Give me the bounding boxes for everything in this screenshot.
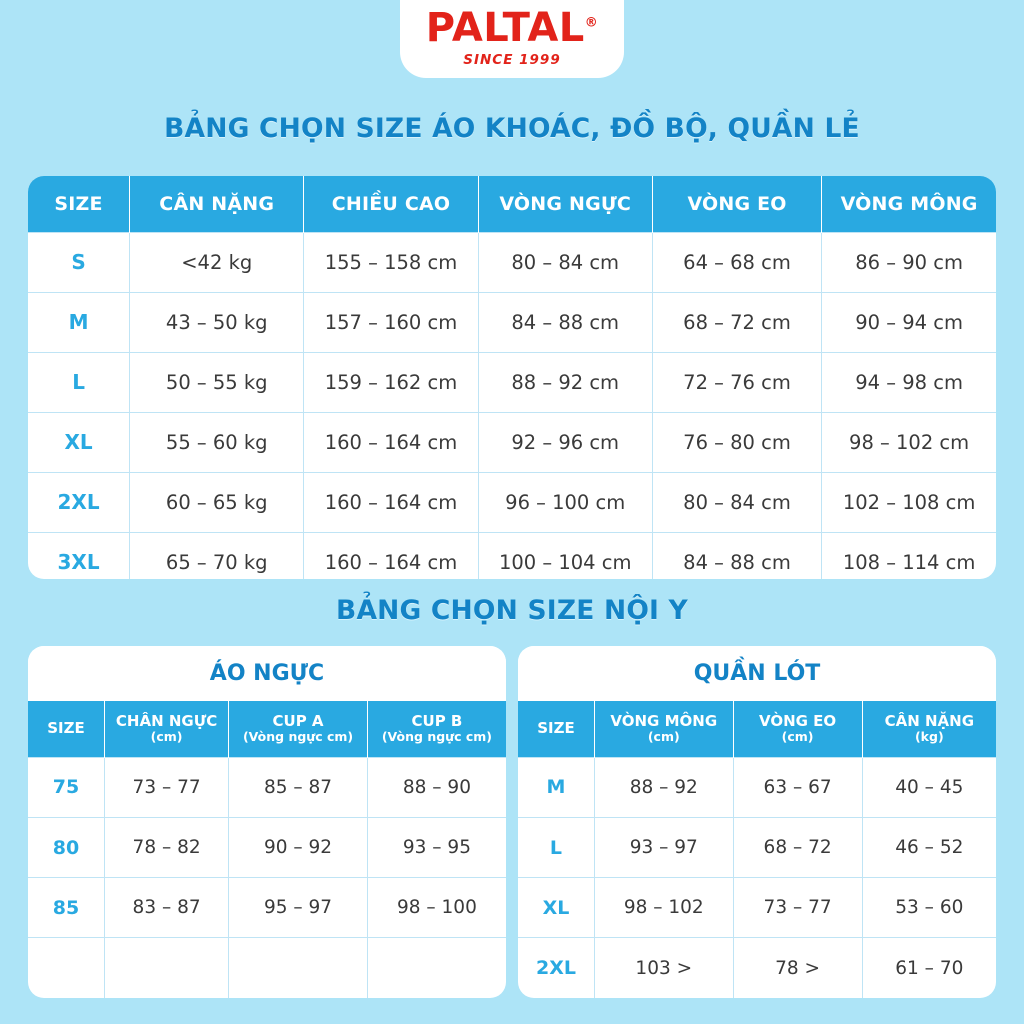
table-row — [28, 817, 506, 877]
panty-col-size — [518, 701, 594, 757]
cell-bust: 80 – 84 cm — [478, 232, 652, 292]
cell-cup-a: 95 – 97 — [229, 878, 368, 938]
cell-underbust — [104, 938, 228, 998]
cell-cup-b — [367, 938, 506, 998]
cell-weight: 46 – 52 — [862, 817, 996, 877]
cell-height: 160 – 164 cm — [304, 532, 478, 579]
cell-bust: 88 – 92 cm — [478, 352, 652, 412]
main-col-waist: VÒNG EO — [652, 176, 821, 232]
table-row — [518, 817, 996, 877]
panty-col-waist — [733, 701, 862, 757]
underwear-section-title: BẢNG CHỌN SIZE NỘI Y — [336, 595, 688, 626]
cell-bust: 92 – 96 cm — [478, 412, 652, 472]
cell-waist: 80 – 84 cm — [652, 472, 821, 532]
panty-col-weight-label: CÂN NẶNG — [884, 712, 975, 731]
cell-size — [28, 938, 104, 998]
panty-col-hip-unit: (cm) — [647, 729, 680, 745]
cell-weight: 50 – 55 kg — [130, 352, 304, 412]
cell-size: M — [518, 757, 594, 817]
cell-height: 159 – 162 cm — [304, 352, 478, 412]
table-row — [28, 757, 506, 817]
cell-size: 85 — [28, 878, 104, 938]
panty-col-waist-unit: (cm) — [781, 729, 814, 745]
bra-col-cup-a-label: CUP A — [272, 712, 324, 731]
cell-height: 160 – 164 cm — [304, 472, 478, 532]
panty-col-size-label: SIZE — [537, 719, 575, 738]
table-row — [28, 532, 996, 579]
cell-hip: 90 – 94 cm — [822, 292, 996, 352]
cell-hip: 98 – 102 cm — [822, 412, 996, 472]
brand-tagline: SINCE 1999 — [463, 52, 561, 68]
cell-weight: 65 – 70 kg — [130, 532, 304, 579]
main-col-size: SIZE — [28, 176, 130, 232]
cell-size: 80 — [28, 817, 104, 877]
cell-bust: 100 – 104 cm — [478, 532, 652, 579]
panty-size-table-card — [518, 646, 996, 998]
cell-size: 2XL — [518, 938, 594, 998]
cell-height: 155 – 158 cm — [304, 232, 478, 292]
cell-weight: 43 – 50 kg — [130, 292, 304, 352]
bra-col-cup-b — [367, 701, 506, 757]
cell-weight: 53 – 60 — [862, 878, 996, 938]
cell-cup-a: 85 – 87 — [229, 757, 368, 817]
bra-size-table — [28, 646, 506, 998]
bra-col-size — [28, 701, 104, 757]
cell-waist: 63 – 67 — [733, 757, 862, 817]
main-table-title: BẢNG CHỌN SIZE ÁO KHOÁC, ĐỒ BỘ, QUẦN LẺ — [164, 113, 860, 144]
bra-caption-row — [28, 646, 506, 701]
cell-size: L — [28, 352, 130, 412]
cell-cup-a: 90 – 92 — [229, 817, 368, 877]
cell-hip: 93 – 97 — [594, 817, 733, 877]
panty-col-hip-label: VÒNG MÔNG — [610, 712, 718, 731]
table-row — [28, 412, 996, 472]
bra-col-cup-a-unit: (Vòng ngực cm) — [242, 729, 354, 745]
panty-col-weight — [862, 701, 996, 757]
cell-waist: 68 – 72 cm — [652, 292, 821, 352]
panty-col-waist-label: VÒNG EO — [759, 712, 837, 731]
bra-col-size-label: SIZE — [47, 719, 85, 738]
main-size-table — [28, 176, 996, 579]
cell-hip: 86 – 90 cm — [822, 232, 996, 292]
panty-caption-row — [518, 646, 996, 701]
cell-underbust: 73 – 77 — [104, 757, 228, 817]
cell-waist: 68 – 72 — [733, 817, 862, 877]
cell-size: 2XL — [28, 472, 130, 532]
panty-size-table — [518, 646, 996, 998]
main-col-hip: VÒNG MÔNG — [822, 176, 996, 232]
cell-underbust: 83 – 87 — [104, 878, 228, 938]
cell-hip: 98 – 102 — [594, 878, 733, 938]
bra-col-underbust-unit: (cm) — [150, 729, 183, 745]
table-row — [28, 232, 996, 292]
cell-waist: 64 – 68 cm — [652, 232, 821, 292]
registered-trademark-icon: ® — [584, 15, 599, 31]
panty-header-row — [518, 701, 996, 757]
cell-size: M — [28, 292, 130, 352]
bra-col-cup-a — [229, 701, 368, 757]
bra-caption: ÁO NGỰC — [28, 646, 506, 701]
cell-hip: 108 – 114 cm — [822, 532, 996, 579]
cell-cup-b: 93 – 95 — [367, 817, 506, 877]
cell-waist: 84 – 88 cm — [652, 532, 821, 579]
cell-hip: 94 – 98 cm — [822, 352, 996, 412]
cell-underbust: 78 – 82 — [104, 817, 228, 877]
panty-col-hip — [594, 701, 733, 757]
cell-waist: 72 – 76 cm — [652, 352, 821, 412]
main-table-header-row — [28, 176, 996, 232]
table-row — [28, 352, 996, 412]
table-row — [518, 938, 996, 998]
main-col-weight: CÂN NẶNG — [130, 176, 304, 232]
cell-hip: 103 > — [594, 938, 733, 998]
main-col-bust: VÒNG NGỰC — [478, 176, 652, 232]
table-row — [28, 292, 996, 352]
cell-weight: 55 – 60 kg — [130, 412, 304, 472]
bra-col-underbust-label: CHÂN NGỰC — [115, 712, 218, 731]
cell-height: 157 – 160 cm — [304, 292, 478, 352]
bra-col-cup-b-unit: (Vòng ngực cm) — [381, 729, 492, 745]
panty-caption: QUẦN LÓT — [518, 646, 996, 701]
cell-waist: 78 > — [733, 938, 862, 998]
main-size-table-card — [28, 176, 996, 579]
cell-cup-b: 98 – 100 — [367, 878, 506, 938]
cell-weight: 60 – 65 kg — [130, 472, 304, 532]
cell-bust: 96 – 100 cm — [478, 472, 652, 532]
table-row-empty — [28, 938, 506, 998]
cell-size: 75 — [28, 757, 104, 817]
table-row — [28, 878, 506, 938]
cell-size: S — [28, 232, 130, 292]
cell-size: L — [518, 817, 594, 877]
main-col-height: CHIỀU CAO — [304, 176, 478, 232]
cell-bust: 84 – 88 cm — [478, 292, 652, 352]
cell-waist: 76 – 80 cm — [652, 412, 821, 472]
cell-waist: 73 – 77 — [733, 878, 862, 938]
brand-name-text: PALTAL — [425, 5, 585, 51]
bra-col-cup-b-label: CUP B — [411, 712, 463, 731]
cell-weight: 61 – 70 — [862, 938, 996, 998]
table-row — [518, 878, 996, 938]
cell-hip: 88 – 92 — [594, 757, 733, 817]
table-row — [518, 757, 996, 817]
cell-size: 3XL — [28, 532, 130, 579]
cell-size: XL — [518, 878, 594, 938]
bra-header-row — [28, 701, 506, 757]
bra-col-underbust — [104, 701, 228, 757]
brand-name — [425, 5, 599, 51]
cell-height: 160 – 164 cm — [304, 412, 478, 472]
brand-logo — [400, 0, 624, 78]
cell-hip: 102 – 108 cm — [822, 472, 996, 532]
bra-size-table-card — [28, 646, 506, 998]
table-row — [28, 472, 996, 532]
cell-size: XL — [28, 412, 130, 472]
cell-weight: 40 – 45 — [862, 757, 996, 817]
cell-cup-a — [229, 938, 368, 998]
cell-weight: <42 kg — [130, 232, 304, 292]
cell-cup-b: 88 – 90 — [367, 757, 506, 817]
panty-col-weight-unit: (kg) — [914, 729, 944, 745]
